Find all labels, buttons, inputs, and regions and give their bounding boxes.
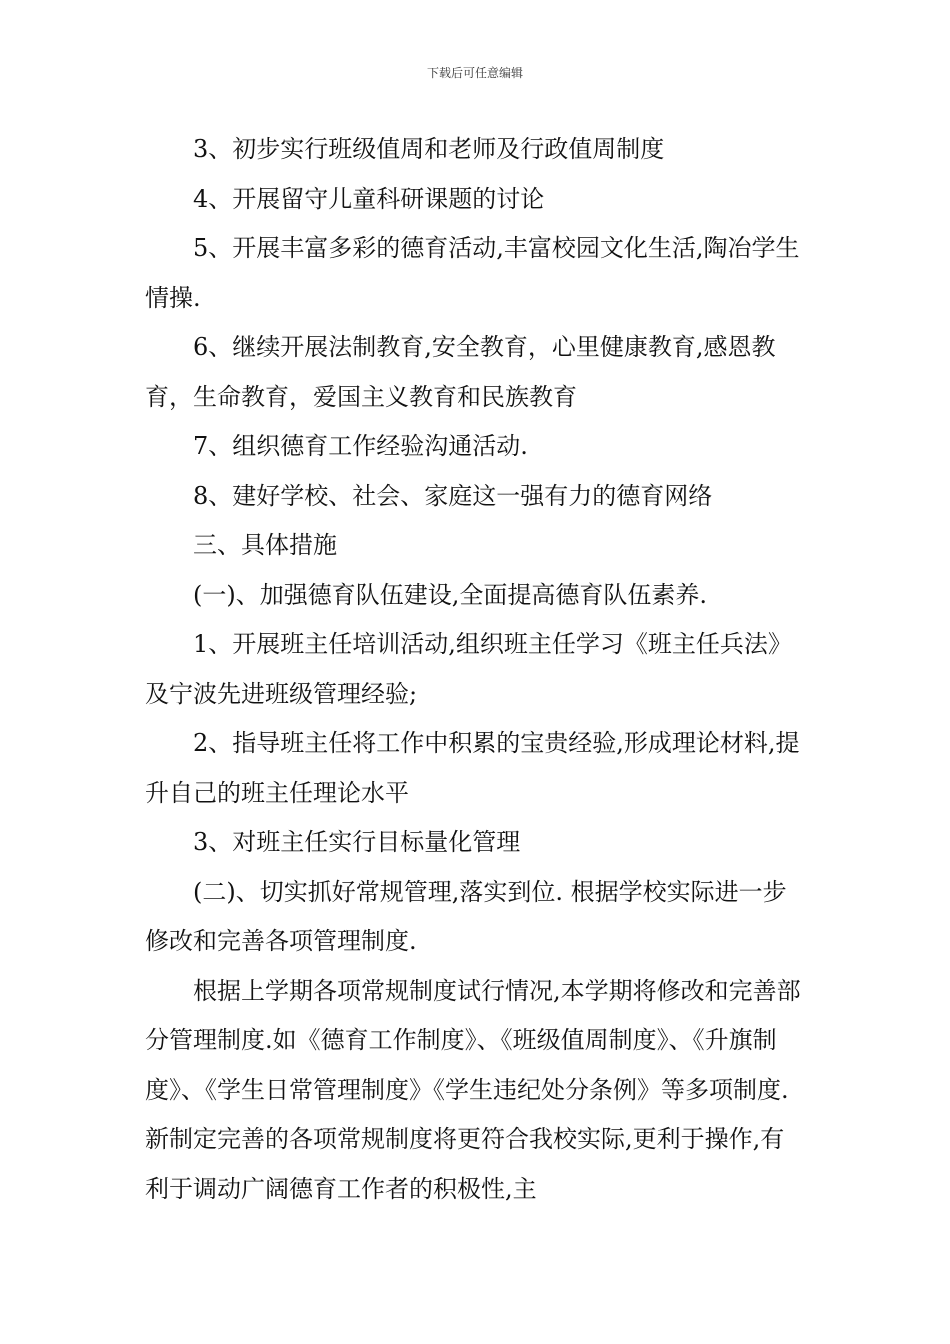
section-heading-measures: 三、具体措施 — [193, 531, 337, 559]
paragraph-item-5-activities: 5、开展丰富多彩的德育活动,丰富校园文化生活,陶冶学生情操. — [145, 234, 800, 312]
paragraph-item-7-exchange: 7、组织德育工作经验沟通活动. — [193, 432, 528, 460]
page-header: 下载后可任意编辑 — [426, 66, 523, 80]
paragraph-regulations: 根据上学期各项常规制度试行情况,本学期将修改和完善部分管理制度.如《德育工作制度》、《班级值周制度》、《升旗制度》、《学生日常管理制度》《学生违纪处分条例》等多项制度.新制定完善的各项常规制度将更符合我校实际,更利于操作,有利于调动广阔德育工作者的积极性,主 — [145, 976, 801, 1203]
paragraph-quantified-management: 3、对班主任实行目标量化管理 — [193, 828, 521, 856]
paragraph-item-8-network: 8、建好学校、社会、家庭这一强有力的德育网络 — [193, 481, 713, 510]
paragraph-item-4-research: 4、开展留守儿童科研课题的讨论 — [193, 184, 545, 213]
paragraph-item-3-duty: 3、初步实行班级值周和老师及行政值周制度 — [193, 135, 665, 163]
paragraph-item-6-education: 6、继续开展法制教育,安全教育，心里健康教育,感恩教育，生命教育，爱国主义教育和民族教育 — [145, 333, 776, 411]
subsection-heading-team: (一)、加强德育队伍建设,全面提高德育队伍素养. — [193, 580, 707, 609]
paragraph-guidance: 2、指导班主任将工作中积累的宝贵经验,形成理论材料,提升自己的班主任理论水平 — [145, 729, 800, 807]
document-body — [145, 125, 805, 1214]
paragraph-training: 1、开展班主任培训活动,组织班主任学习《班主任兵法》及宁波先进班级管理经验; — [145, 630, 792, 708]
subsection-heading-routine: (二)、切实抓好常规管理,落实到位. 根据学校实际进一步修改和完善各项管理制度. — [145, 877, 787, 955]
